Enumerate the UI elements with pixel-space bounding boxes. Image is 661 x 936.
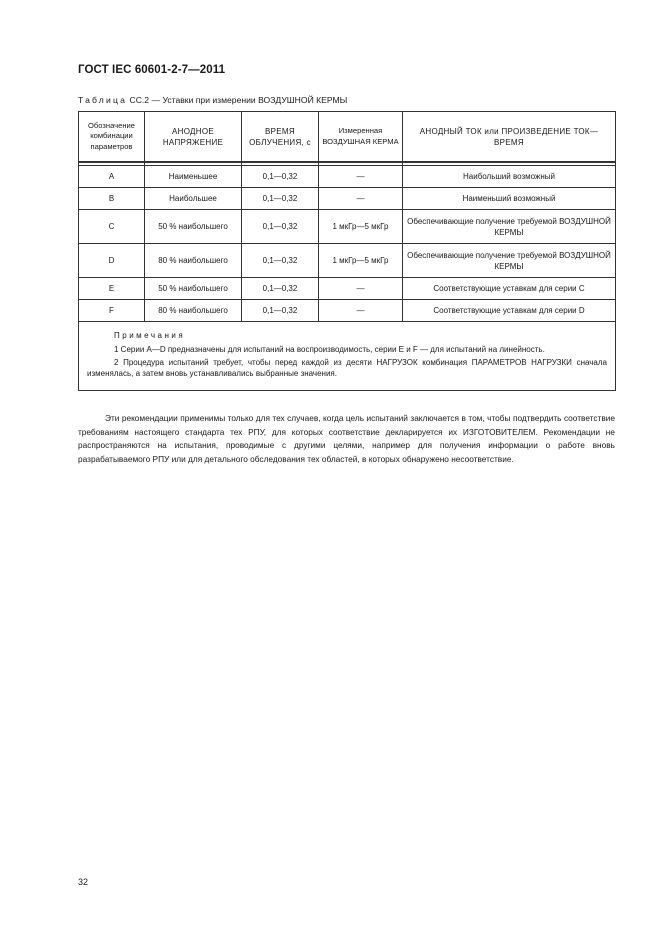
header-cell: ВРЕМЯ ОБЛУЧЕНИЯ, с: [242, 112, 319, 163]
table-cell: D: [79, 244, 145, 278]
header-cell: АНОДНЫЙ ТОК или ПРОИЗВЕДЕНИЕ ТОК—ВРЕМЯ: [403, 112, 616, 163]
table-cell: 0,1—0,32: [242, 188, 319, 210]
table-caption-text: СС.2 — Уставки при измерении ВОЗДУШНОЙ КЕРМЫ: [127, 95, 348, 105]
table-cell: —: [319, 166, 403, 188]
notes-row: [79, 322, 616, 391]
table-cell: Соответствующие уставкам для серии D: [403, 300, 616, 322]
table-cell: E: [79, 278, 145, 300]
notes-title: Примечания: [114, 331, 186, 340]
table-cell: Наибольшее: [145, 188, 242, 210]
note-item: 1 Серии A—D предназначены для испытаний на воспроизводимость, серии E и F — для испытаний на линейность.: [114, 345, 545, 354]
table-cell: 0,1—0,32: [242, 278, 319, 300]
table-row: [79, 244, 616, 278]
table-cell: C: [79, 210, 145, 244]
table-row: [79, 188, 616, 210]
table-cell: 0,1—0,32: [242, 244, 319, 278]
header-cell: Обозначение комбинации параметров: [79, 112, 145, 163]
table-cell: Соответствующие уставкам для серии C: [403, 278, 616, 300]
body-text: [78, 412, 615, 466]
table-cell: Наименьшее: [145, 166, 242, 188]
table-cell: Обеспечивающие получение требуемой ВОЗДУШНОЙ КЕРМЫ: [403, 210, 616, 244]
table-cell: A: [79, 166, 145, 188]
table-cell: 1 мкГр—5 мкГр: [319, 244, 403, 278]
table-cell: 0,1—0,32: [242, 300, 319, 322]
table-row: [79, 278, 616, 300]
table-cell: 0,1—0,32: [242, 166, 319, 188]
table-caption-word: Таблица: [78, 95, 128, 105]
table-cell: 50 % наибольшего: [145, 278, 242, 300]
table-row: [79, 210, 616, 244]
table-cell: 50 % наибольшего: [145, 210, 242, 244]
note-item: 2 Процедура испытаний требует, чтобы перед каждой из десяти НАГРУЗОК комбинация ПАРАМЕТРОВ НАГРУЗКИ сначала изменялась, а затем вновь устанавливались выбранные значения.: [87, 358, 607, 378]
table-cell: 80 % наибольшего: [145, 300, 242, 322]
parameters-table: [78, 111, 616, 391]
header-cell: Измеренная ВОЗДУШНАЯ КЕРМА: [319, 112, 403, 163]
table-row: [79, 166, 616, 188]
table-cell: 0,1—0,32: [242, 210, 319, 244]
table-cell: —: [319, 188, 403, 210]
table-cell: Наименьший возможный: [403, 188, 616, 210]
document-header: ГОСТ IEC 60601-2-7—2011: [78, 64, 226, 76]
table-cell: Обеспечивающие получение требуемой ВОЗДУШНОЙ КЕРМЫ: [403, 244, 616, 278]
table-cell: F: [79, 300, 145, 322]
table-row: [79, 300, 616, 322]
body-paragraph: Эти рекомендации применимы только для тех случаев, когда цель испытаний заключается в том, чтобы подтвердить соответствие требованиям настоящего стандарта тех РПУ, для которых соответствие декларируется их ИЗГОТОВИТЕЛЕМ. Рекомендации не распространяются на испытания, проводимые с другими целями, например для получения информации о работе вновь разрабатываемого РПУ или для детального обследования тех областей, в которых обнаружено несоответствие.: [78, 413, 615, 464]
table-cell: 1 мкГр—5 мкГр: [319, 210, 403, 244]
table-cell: B: [79, 188, 145, 210]
table-cell: —: [319, 278, 403, 300]
page-number: 32: [78, 877, 89, 887]
table-notes: [79, 322, 616, 391]
table-cell: —: [319, 300, 403, 322]
header-cell: АНОДНОЕ НАПРЯЖЕНИЕ: [145, 112, 242, 163]
table-cell: 80 % наибольшего: [145, 244, 242, 278]
table-header-row: [79, 112, 616, 163]
table-caption: [78, 95, 347, 105]
table-cell: Наибольший возможный: [403, 166, 616, 188]
